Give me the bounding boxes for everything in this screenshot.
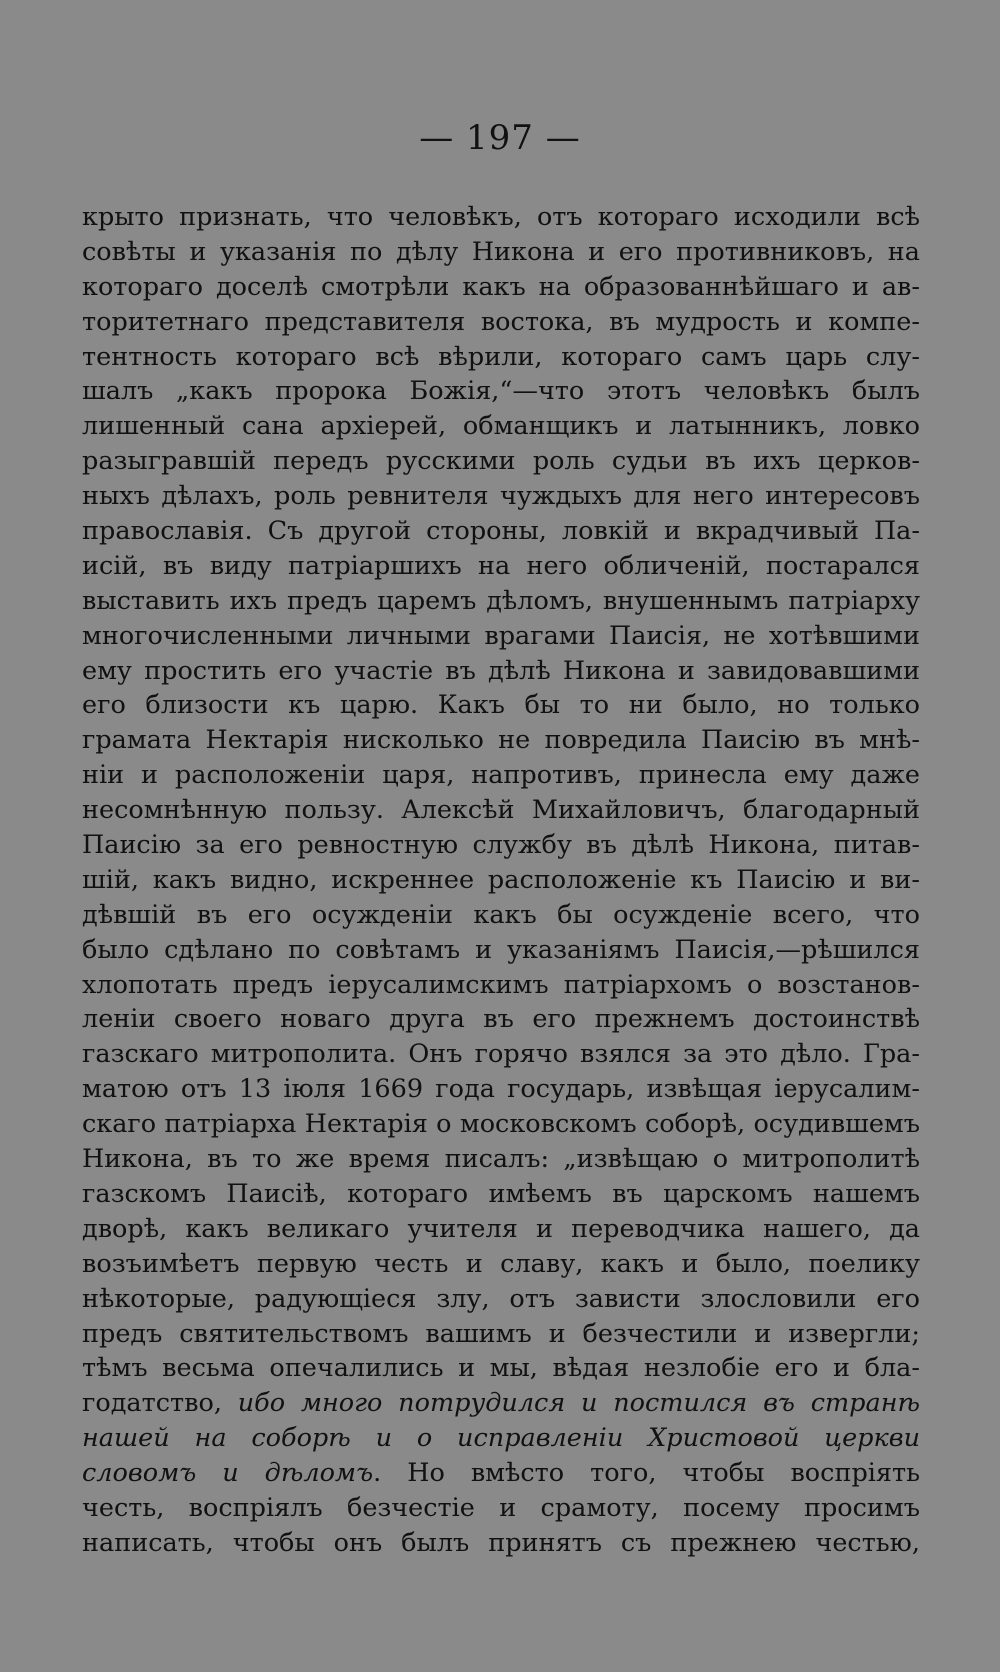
text-line: крыто признать, что человѣкъ, отъ котораго исходили всѣ bbox=[82, 202, 920, 232]
text-line: ніи и расположеніи царя, напротивъ, принесла ему даже bbox=[82, 760, 920, 791]
text-line: тентность котораго всѣ вѣрили, котораго самъ царь слу- bbox=[82, 341, 920, 372]
text-line: Никона, въ то же время писалъ: „извѣщаю о митрополитѣ bbox=[82, 1144, 920, 1175]
text-line: исій, въ виду патріаршихъ на него обличеній, постарался bbox=[82, 550, 920, 581]
text-line: честь, воспріялъ безчестіе и срамоту, посему просимъ bbox=[82, 1492, 920, 1523]
page-number: — 197 — bbox=[419, 118, 581, 158]
text-line: тѣмъ весьма опечалились и мы, вѣдая незлобіе его и бла- bbox=[82, 1353, 920, 1384]
text-line: написать, чтобы онъ былъ принятъ съ прежнею честью, bbox=[82, 1527, 920, 1558]
italic-quote: ибо много потрудился и постился въ странѣ bbox=[237, 1388, 920, 1419]
text-line: шалъ „какъ пророка Божія,“—что этотъ человѣкъ былъ bbox=[82, 376, 920, 407]
text-line: многочисленными личными врагами Паисія, не хотѣвшими bbox=[82, 620, 920, 651]
text-line: дѣвшій въ его осужденіи какъ бы осужденіе всего, что bbox=[82, 899, 920, 930]
text-line: леніи своего новаго друга въ его прежнемъ достоинствѣ bbox=[82, 1004, 920, 1035]
text-line: разыгравшій передъ русскими роль судьи въ ихъ церков- bbox=[82, 446, 920, 477]
text-line: хлопотать предъ іерусалимскимъ патріархомъ о возстанов- bbox=[82, 969, 920, 1000]
text-line: годатство, ибо много потрудился и постился въ странѣ bbox=[82, 1388, 920, 1419]
text-line: торитетнаго представителя востока, въ мудрость и компе- bbox=[82, 306, 920, 337]
text-line: ныхъ дѣлахъ, роль ревнителя чуждыхъ для него интересовъ bbox=[82, 481, 920, 512]
italic-quote: словомъ и дѣломъ bbox=[82, 1458, 374, 1489]
text-line: грамата Нектарія нисколько не повредила Паисію въ мнѣ- bbox=[82, 725, 920, 756]
text-line: выставить ихъ предъ царемъ дѣломъ, внушеннымъ патріарху bbox=[82, 585, 920, 616]
text-line: матою отъ 13 іюля 1669 года государь, извѣщая іерусалим- bbox=[82, 1074, 920, 1105]
text-line bbox=[82, 1421, 920, 1456]
text-line: котораго доселѣ смотрѣли какъ на образованнѣйшаго и ав- bbox=[82, 271, 920, 302]
text-line: нѣкоторые, радующіеся злу, отъ зависти злословили его bbox=[82, 1283, 920, 1314]
text-line: православія. Съ другой стороны, ловкій и вкрадчивый Па- bbox=[82, 516, 920, 547]
text-line: лишенный сана архіерей, обманщикъ и латынникъ, ловко bbox=[82, 411, 920, 442]
text-line: возъимѣетъ первую честь и славу, какъ и было, поелику bbox=[82, 1248, 920, 1279]
italic-quote: нашей на соборѣ и о исправленіи Христовой церкви bbox=[82, 1423, 920, 1454]
body-text bbox=[82, 200, 920, 1561]
text-line: газскаго митрополита. Онъ горячо взялся за это дѣло. Гра- bbox=[82, 1039, 920, 1070]
text-line: было сдѣлано по совѣтамъ и указаніямъ Паисія,—рѣшился bbox=[82, 934, 920, 965]
text-line: словомъ и дѣломъ. Но вмѣсто того, чтобы воспріять bbox=[82, 1458, 920, 1489]
text-line: Паисію за его ревностную службу въ дѣлѣ Никона, питав- bbox=[82, 830, 920, 861]
text-line: совѣты и указанія по дѣлу Никона и его противниковъ, на bbox=[82, 236, 920, 267]
text-line: ему простить его участіе въ дѣлѣ Никона и завидовавшими bbox=[82, 655, 920, 686]
text-line: скаго патріарха Нектарія о московскомъ соборѣ, осудившемъ bbox=[82, 1109, 920, 1140]
text-line: его близости къ царю. Какъ бы то ни было, но только bbox=[82, 690, 920, 721]
text-line: дворѣ, какъ великаго учителя и переводчика нашего, да bbox=[82, 1213, 920, 1244]
text-line: предъ святительствомъ вашимъ и безчестили и извергли; bbox=[82, 1318, 920, 1349]
text-line: несомнѣнную пользу. Алексѣй Михайловичъ, благодарный bbox=[82, 795, 920, 826]
text-line: шій, какъ видно, искреннее расположеніе къ Паисію и ви- bbox=[82, 864, 920, 895]
text-line: газскомъ Паисіѣ, котораго имѣемъ въ царскомъ нашемъ bbox=[82, 1178, 920, 1209]
